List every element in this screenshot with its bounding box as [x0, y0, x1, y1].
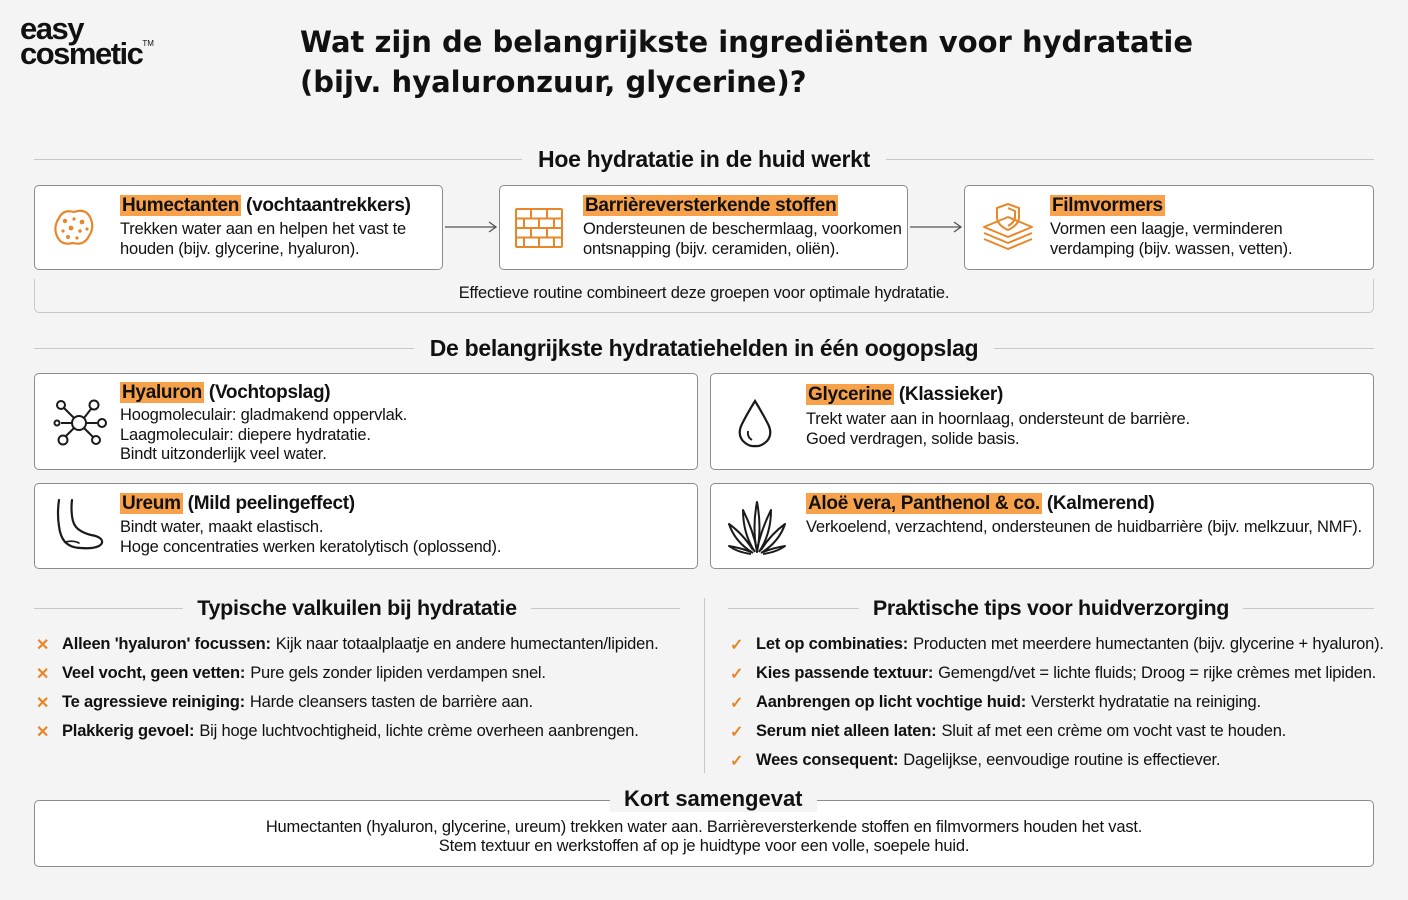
list-item: ✕ Te agressieve reiniging: Harde cleansers tasten de barrière aan. [36, 693, 533, 712]
check-icon: ✓ [730, 636, 744, 654]
heroes-heading-text: De belangrijkste hydratatiehelden in één oogopslag [429, 335, 979, 361]
list-item: ✕ Alleen 'hyaluron' focussen: Kijk naar totaalplaatje en andere humectanten/lipiden. [36, 635, 659, 654]
check-icon: ✓ [730, 723, 744, 741]
pitfalls-heading-text: Typische valkuilen bij hydratatie [197, 596, 517, 620]
brick-wall-icon [514, 207, 564, 249]
list-item: ✓ Aanbrengen op licht vochtige huid: Versterkt hydratatie na reiniging. [730, 693, 1261, 712]
hyaluron-title: Hyaluron (Vochtopslag) [122, 382, 331, 403]
cross-icon: ✕ [36, 636, 50, 654]
ureum-title: Ureum (Mild peelingeffect) [122, 493, 355, 514]
glycerine-line-1: Trekt water aan in hoornlaag, ondersteunt de barrière. [806, 410, 1190, 428]
humectants-box [34, 185, 443, 270]
page-title-line-1: Wat zijn de belangrijkste ingrediënten voor hydratatie [300, 25, 1194, 59]
logo-line-1: easy [20, 11, 83, 46]
tips-heading [728, 596, 1374, 621]
arrow-right-icon [908, 219, 964, 235]
summary-heading: Kort samengevat [610, 786, 817, 812]
list-item: ✕ Veel vocht, geen vetten: Pure gels zonder lipiden verdampen snel. [36, 664, 546, 683]
ureum-card [34, 483, 698, 569]
aloe-card [710, 483, 1374, 569]
hyaluron-line-2: Laagmoleculair: diepere hydratatie. [120, 425, 371, 444]
list-item: ✓ Wees consequent: Dagelijkse, eenvoudige routine is effectiever. [730, 751, 1221, 770]
pitfalls-heading [34, 596, 680, 621]
foot-icon [51, 496, 107, 554]
glycerine-line-2: Goed verdragen, solide basis. [806, 429, 1020, 448]
heroes-section-heading [34, 335, 1374, 362]
tips-list [730, 630, 1384, 775]
tips-heading-text: Praktische tips voor huidverzorging [872, 596, 1230, 620]
molecule-icon [53, 396, 109, 450]
check-icon: ✓ [730, 752, 744, 770]
summary-line-2: Stem textuur en werkstoffen af op je huidtype voor een volle, soepele huid. [438, 837, 970, 855]
glycerine-title: Glycerine (Klassieker) [808, 384, 1004, 405]
list-item: ✕ Plakkerig gevoel: Bij hoge luchtvochtigheid, lichte crème overheen aanbrengen. [36, 722, 639, 741]
logo-line-2: cosmetic [20, 36, 143, 72]
humectants-text: Trekken water aan en helpen het vast te houden (bijv. glycerine, hyaluron). [120, 220, 407, 258]
logo-trademark: TM [142, 39, 154, 49]
water-drop-icon [735, 398, 775, 448]
aloe-title: Aloë vera, Panthenol & co. (Kalmerend) [808, 493, 1155, 514]
hyaluron-card [34, 373, 698, 470]
sponge-icon [51, 204, 97, 250]
cross-icon: ✕ [36, 665, 50, 683]
film-formers-title: Filmvormers [1052, 195, 1163, 216]
check-icon: ✓ [730, 694, 744, 712]
hyaluron-line-1: Hoogmoleculair: gladmakend oppervlak. [120, 406, 408, 424]
page-title [300, 22, 1200, 102]
how-heading-text: Hoe hydratatie in de huid werkt [538, 146, 870, 172]
barrier-title: Barrièreversterkende stoffen [585, 195, 837, 216]
shield-layers-icon [980, 201, 1036, 253]
check-icon: ✓ [730, 665, 744, 683]
arrow-right-icon [443, 219, 499, 235]
page-title-line-2: (bijv. hyaluronzuur, glycerine)? [300, 65, 807, 99]
cross-icon: ✕ [36, 694, 50, 712]
summary-line-1: Humectanten (hyaluron, glycerine, ureum) trekken water aan. Barrièreversterkende stoffen en filmvormers houden het vast. [265, 818, 1143, 836]
barrier-box [499, 185, 908, 270]
how-section-heading [34, 146, 1374, 173]
glycerine-card [710, 373, 1374, 470]
brand-logo [20, 11, 154, 72]
cross-icon: ✕ [36, 723, 50, 741]
ureum-line-1: Bindt water, maakt elastisch. [120, 518, 324, 536]
list-item: ✓ Kies passende textuur: Gemengd/vet = lichte fluids; Droog = rijke crèmes met lipiden. [730, 664, 1377, 683]
routine-note: Effectieve routine combineert deze groepen voor optimale hydratatie. [34, 279, 1374, 313]
aloe-plant-icon [725, 498, 789, 556]
film-formers-box [964, 185, 1374, 270]
list-item: ✓ Let op combinaties: Producten met meerdere humectanten (bijv. glycerine + hyaluron). [730, 635, 1384, 654]
pitfalls-list [36, 630, 658, 746]
ureum-line-2: Hoge concentraties werken keratolytisch (oplossend). [120, 537, 502, 556]
aloe-line-1: Verkoelend, verzachtend, ondersteunen de huidbarrière (bijv. melkzuur, NMF). [806, 518, 1362, 536]
hyaluron-line-3: Bindt uitzonderlijk veel water. [120, 445, 327, 463]
humectants-title: Humectanten (vochtaantrekkers) [122, 195, 411, 216]
barrier-text: Ondersteunen de beschermlaag, voorkomen ontsnapping (bijv. ceramiden, oliën). [583, 220, 902, 258]
film-formers-text: Vormen een laagje, verminderen verdamping (bijv. wassen, vetten). [1050, 220, 1293, 258]
column-divider [704, 598, 705, 773]
list-item: ✓ Serum niet alleen laten: Sluit af met een crème om vocht vast te houden. [730, 722, 1287, 741]
